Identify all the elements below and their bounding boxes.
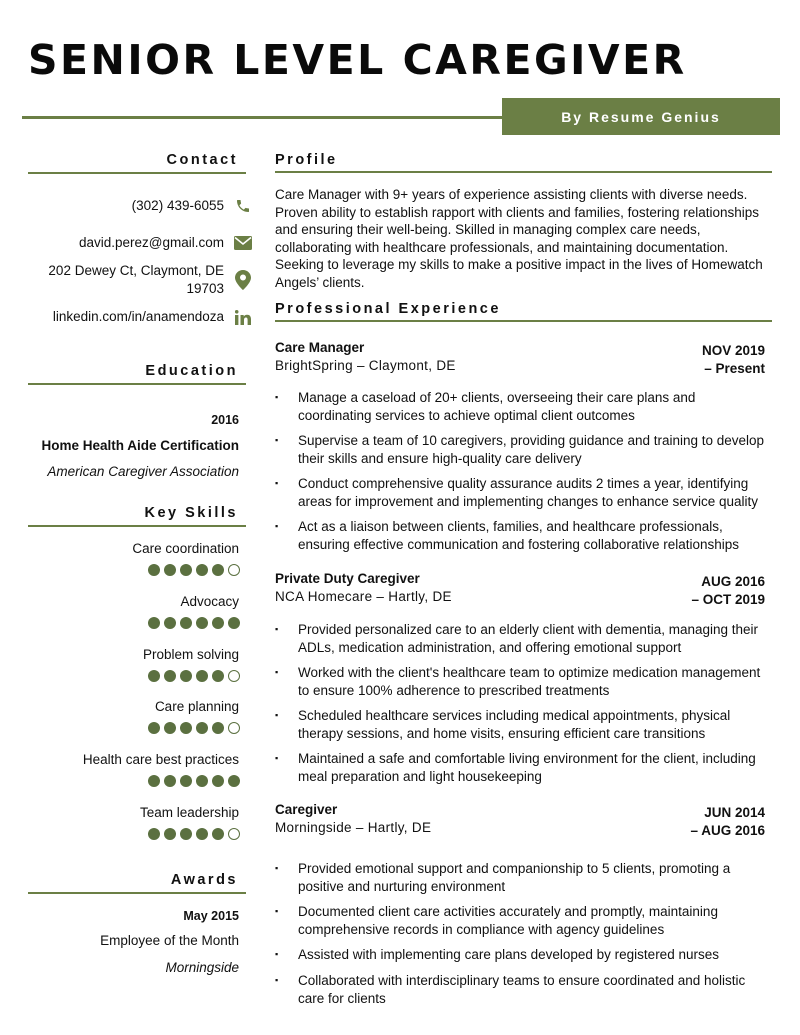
- rating-dot-filled: [164, 722, 176, 734]
- bullet-text: Maintained a safe and comfortable living environment for the client, including meal preparation and light housekeeping: [298, 751, 756, 784]
- rating-dot-empty: [228, 722, 240, 734]
- skill-name: Advocacy: [180, 593, 239, 609]
- bullet-item: [275, 389, 770, 424]
- skill-name: Care planning: [154, 699, 239, 715]
- profile-heading: Profile: [275, 152, 772, 173]
- rating-dot-filled: [228, 617, 240, 629]
- bullet-item: [275, 946, 770, 964]
- bullet-item: [275, 750, 770, 785]
- skill-name: Health care best practices: [82, 752, 239, 768]
- bullet-item: [275, 664, 770, 699]
- job-company: Morningside – Hartly, DE: [275, 820, 432, 835]
- rating-dot-filled: [164, 617, 176, 629]
- rating-dot-empty: [228, 828, 240, 840]
- bullet-icon: ▪: [275, 949, 279, 959]
- rating-dot-filled: [180, 722, 192, 734]
- rating-dot-filled: [148, 775, 160, 787]
- education-year: 2016: [211, 413, 239, 427]
- byline-text: By Resume Genius: [561, 108, 721, 125]
- rating-dot-empty: [228, 564, 240, 576]
- education-heading: [28, 363, 246, 385]
- job-title: Care Manager: [275, 340, 365, 355]
- skills-heading-text: Key Skills: [144, 505, 238, 521]
- rating-dot-filled: [164, 670, 176, 682]
- contact-heading: [28, 152, 246, 174]
- award-date: May 2015: [183, 909, 239, 923]
- skill-rating: [145, 670, 240, 682]
- skill-name: Team leadership: [139, 805, 239, 820]
- location-pin-icon: [228, 270, 258, 290]
- bullet-text: Assisted with implementing care plans developed by registered nurses: [298, 947, 719, 962]
- skill-rating: [145, 828, 240, 840]
- education-degree: Home Health Aide Certification: [41, 438, 239, 453]
- linkedin-text[interactable]: linkedin.com/in/anamendoza: [52, 309, 224, 324]
- skill-rating: [145, 617, 240, 629]
- bullet-text: Worked with the client's healthcare team to optimize medication management to ensure 100% adherence to prescribed treatments: [298, 665, 761, 698]
- rating-dot-filled: [180, 564, 192, 576]
- job-date-end: – AUG 2016: [690, 822, 765, 838]
- skill-rating: [145, 775, 240, 787]
- job-date-start: NOV 2019: [701, 343, 765, 358]
- rating-dot-filled: [180, 617, 192, 629]
- rating-dot-filled: [196, 775, 208, 787]
- education-school: American Caregiver Association: [47, 464, 239, 479]
- rating-dot-filled: [148, 564, 160, 576]
- email-text[interactable]: david.perez@gmail.com: [78, 235, 224, 250]
- skill-rating: [145, 722, 240, 734]
- rating-dot-filled: [148, 828, 160, 840]
- profile-text: Care Manager with 9+ years of experience assisting clients with diverse needs. Proven ability to establish rapport with clients and families, fostering relationships and ensuring their well-being. Skilled in managing complex care needs, collaborating with healthcare professionals, and maintaining documentation. Seeking to leverage my skills to make a positive impact in the lives of Homewatch Angels’ clients.: [275, 187, 763, 290]
- bullet-text: Conduct comprehensive quality assurance audits 2 times a year, identifying areas for improvement and implementing changes to enhance service quality: [298, 476, 759, 509]
- bullet-text: Collaborated with interdisciplinary teams to ensure coordinated and holistic care for clients: [298, 973, 746, 1006]
- bullet-icon: ▪: [275, 710, 279, 720]
- bullet-item: [275, 860, 770, 895]
- bullet-icon: ▪: [275, 906, 279, 916]
- email-icon: [228, 236, 258, 250]
- byline-badge: [502, 98, 780, 135]
- address-line-1: 202 Dewey Ct, Claymont, DE: [48, 263, 224, 278]
- rating-dot-filled: [148, 722, 160, 734]
- job-dates: [615, 342, 765, 377]
- bullet-item: [275, 707, 770, 742]
- skill-name: Problem solving: [142, 646, 239, 662]
- address-line-2: 19703: [186, 281, 224, 296]
- bullet-icon: ▪: [275, 435, 279, 445]
- bullet-item: [275, 475, 770, 510]
- awards-heading: [28, 872, 246, 894]
- contact-address: [28, 262, 258, 298]
- job-dates: [615, 804, 765, 839]
- rating-dot-filled: [196, 564, 208, 576]
- rating-dot-filled: [164, 564, 176, 576]
- rating-dot-filled: [196, 617, 208, 629]
- address-text: [44, 262, 224, 298]
- rating-dot-filled: [180, 670, 192, 682]
- bullet-text: Provided emotional support and companionship to 5 clients, promoting a positive and nurturing environment: [298, 861, 731, 894]
- header-rule: [22, 116, 508, 119]
- contact-heading-text: Contact: [166, 152, 238, 168]
- rating-dot-filled: [164, 828, 176, 840]
- bullet-icon: ▪: [275, 975, 279, 985]
- award-name: Employee of the Month: [100, 933, 239, 948]
- skill-name: Care coordination: [132, 541, 239, 556]
- job-date-start: JUN 2014: [704, 805, 765, 820]
- job-date-end: – OCT 2019: [691, 591, 765, 607]
- award-org: Morningside: [165, 960, 239, 975]
- rating-dot-filled: [164, 775, 176, 787]
- bullet-icon: ▪: [275, 521, 279, 531]
- job-company: BrightSpring – Claymont, DE: [275, 358, 456, 373]
- bullet-item: [275, 903, 770, 938]
- skill-rating: [145, 564, 240, 576]
- rating-dot-filled: [212, 775, 224, 787]
- rating-dot-filled: [228, 775, 240, 787]
- job-date-end: – Present: [704, 360, 765, 376]
- contact-email: [28, 234, 258, 252]
- skills-heading: [28, 505, 246, 527]
- job-company: NCA Homecare – Hartly, DE: [275, 589, 452, 604]
- rating-dot-filled: [212, 722, 224, 734]
- bullet-text: Scheduled healthcare services including medical appointments, physical therapy sessions, and home visits, ensuring efficient care transitions: [298, 708, 731, 741]
- bullet-text: Documented client care activities accurately and promptly, maintaining comprehensive records in compliance with agency guidelines: [298, 904, 718, 937]
- awards-heading-text: Awards: [170, 872, 238, 888]
- page-title: SENIOR LEVEL CAREGIVER: [28, 36, 687, 84]
- contact-linkedin: [28, 308, 258, 326]
- rating-dot-empty: [228, 670, 240, 682]
- bullet-text: Manage a caseload of 20+ clients, overseeing their care plans and coordinating services to achieve optimal client outcomes: [298, 390, 696, 423]
- phone-text: (302) 439-6055: [131, 198, 224, 213]
- rating-dot-filled: [212, 670, 224, 682]
- bullet-text: Provided personalized care to an elderly client with dementia, managing their ADLs, medication administration, and offering emotional support: [298, 622, 759, 655]
- bullet-icon: ▪: [275, 863, 279, 873]
- contact-phone: [28, 197, 258, 215]
- phone-icon: [228, 198, 258, 214]
- bullet-item: [275, 972, 770, 1007]
- experience-heading: Professional Experience: [275, 301, 772, 322]
- bullet-text: Act as a liaison between clients, families, and healthcare professionals, ensuring effective communication and fostering collaborative relationships: [298, 519, 739, 552]
- job-title: Private Duty Caregiver: [275, 571, 420, 586]
- bullet-icon: ▪: [275, 624, 279, 634]
- bullet-item: [275, 621, 770, 656]
- rating-dot-filled: [180, 828, 192, 840]
- rating-dot-filled: [212, 617, 224, 629]
- rating-dot-filled: [196, 828, 208, 840]
- linkedin-icon: [228, 310, 258, 325]
- bullet-text: Supervise a team of 10 caregivers, providing guidance and training to develop their skills and ensure high-quality care delivery: [298, 433, 765, 466]
- rating-dot-filled: [196, 722, 208, 734]
- rating-dot-filled: [148, 617, 160, 629]
- rating-dot-filled: [196, 670, 208, 682]
- job-date-start: AUG 2016: [701, 574, 765, 589]
- bullet-item: [275, 432, 770, 467]
- bullet-item: [275, 518, 770, 553]
- rating-dot-filled: [148, 670, 160, 682]
- job-dates: [615, 573, 765, 608]
- rating-dot-filled: [212, 564, 224, 576]
- bullet-icon: ▪: [275, 478, 279, 488]
- job-title: Caregiver: [275, 802, 338, 817]
- bullet-icon: ▪: [275, 667, 279, 677]
- bullet-icon: ▪: [275, 753, 279, 763]
- bullet-icon: ▪: [275, 392, 279, 402]
- education-heading-text: Education: [145, 363, 238, 379]
- rating-dot-filled: [180, 775, 192, 787]
- rating-dot-filled: [212, 828, 224, 840]
